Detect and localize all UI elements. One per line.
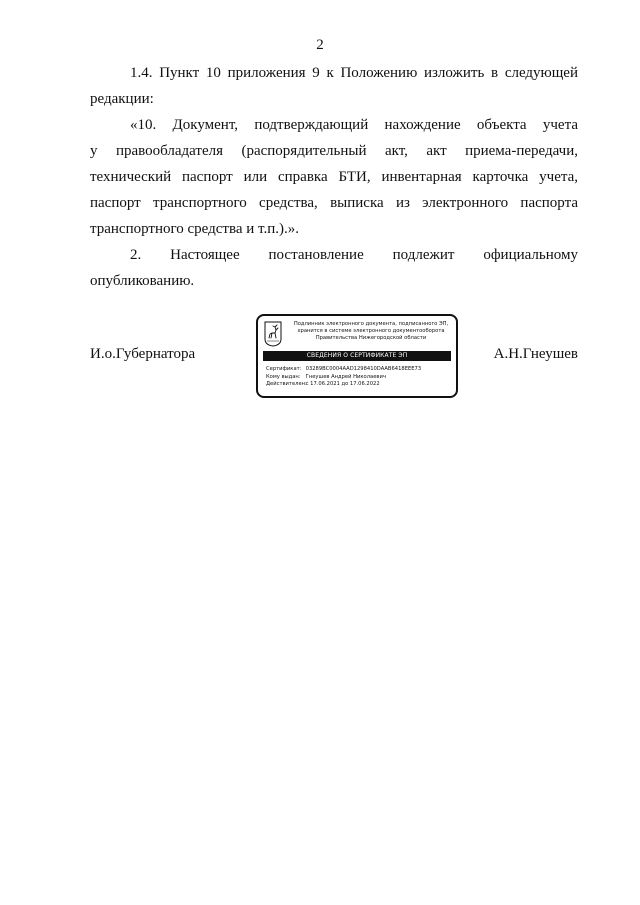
paragraph-amendment <box>90 60 578 112</box>
validity-label: Действителен: <box>266 381 307 387</box>
paragraph-line: у правообладателя (распорядительный акт, акт приема-передачи, <box>90 143 578 159</box>
owner-row <box>266 374 454 382</box>
page-number: 2 <box>316 37 324 53</box>
signatory-position: И.о.Губернатора <box>90 346 196 362</box>
paragraph-line: редакции: <box>90 91 154 107</box>
paragraph-line: паспорт транспортного средства, выписка из электронного паспорта <box>90 195 578 211</box>
certificate-row <box>266 366 454 374</box>
deer-emblem-icon <box>264 321 282 347</box>
owner-label: Кому выдан: <box>266 373 301 380</box>
paragraph-line: «10. Документ, подтверждающий нахождение объекта учета <box>130 117 578 133</box>
electronic-signature-stamp <box>256 314 458 398</box>
paragraph-line: опубликованию. <box>90 273 195 289</box>
stamp-header-line: хранится в системе электронного документооборота <box>297 328 445 334</box>
paragraph-publication <box>90 242 578 294</box>
paragraph-line: транспортного средства и т.п.).». <box>90 221 300 237</box>
certificate-value: 03289BC0004AAD1298410DAAB6418EEE73 <box>305 366 422 372</box>
paragraph-line: технический паспорт или справка БТИ, инвентарная карточка учета, <box>90 169 578 185</box>
validity-value: с 17.06.2021 до 17.06.2022 <box>305 381 380 387</box>
paragraph-quoted-item <box>90 112 578 242</box>
stamp-certificate-info <box>266 366 454 389</box>
stamp-header-line: Подлинник электронного документа, подписанного ЭП, <box>293 321 449 327</box>
paragraph-line: 1.4. Пункт 10 приложения 9 к Положению изложить в следующей <box>130 65 578 81</box>
stamp-title-bar: СВЕДЕНИЯ О СЕРТИФИКАТЕ ЭП <box>263 351 451 361</box>
stamp-header-line: Правительства Нижегородской области <box>315 335 427 341</box>
paragraph-line: 2. Настоящее постановление подлежит официальному <box>130 247 578 263</box>
certificate-label: Сертификат: <box>266 366 302 372</box>
stamp-header <box>286 321 456 342</box>
owner-value: Гнеушев Андрей Николаевич <box>305 373 386 380</box>
signatory-name: А.Н.Гнеушев <box>493 346 578 362</box>
validity-row <box>266 381 454 389</box>
